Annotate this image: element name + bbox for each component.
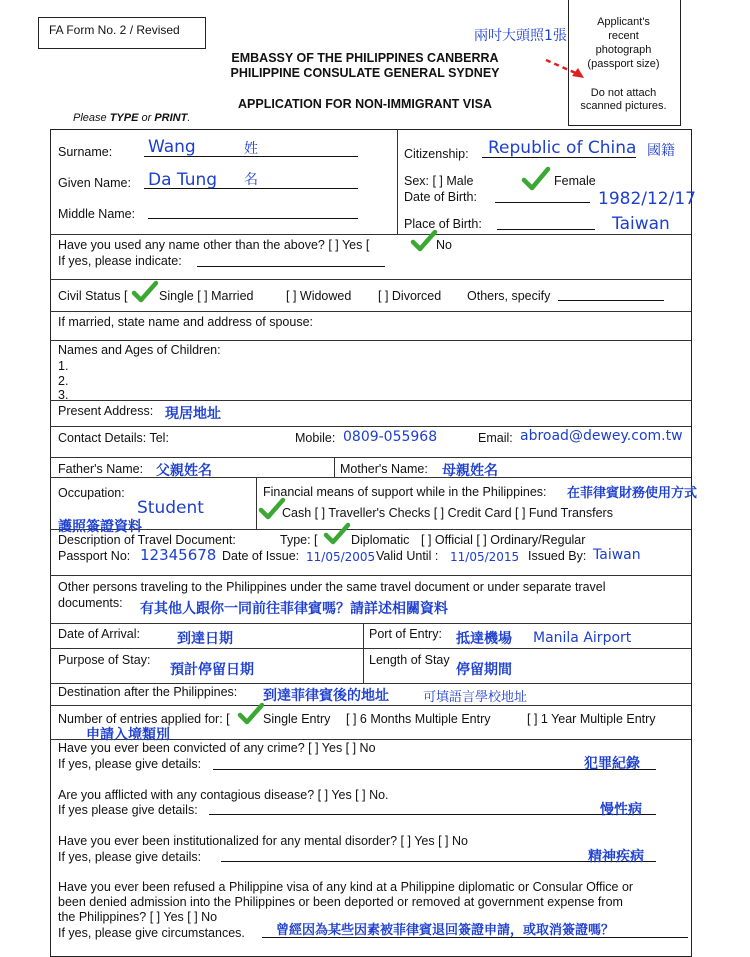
- given-name-note: 名: [244, 172, 258, 188]
- sex-female-label: Female: [554, 174, 596, 188]
- divider: [50, 623, 691, 624]
- civil-widowed: [ ] Widowed: [286, 289, 352, 303]
- citizenship-label: Citizenship:: [404, 147, 469, 161]
- check-icon: [323, 522, 351, 546]
- print-instruction: Please TYPE or PRINT.: [73, 112, 191, 124]
- other-name-field[interactable]: [197, 266, 385, 267]
- destination-label: Destination after the Philippines:: [58, 685, 238, 699]
- divider: [50, 683, 691, 684]
- child-row-1: 1.: [58, 359, 69, 373]
- passport-value: 12345678: [140, 546, 217, 564]
- arrival-note: 到達日期: [177, 631, 233, 647]
- length-label: Length of Stay: [369, 653, 450, 667]
- check-icon: [521, 166, 551, 192]
- entries-six-months: [ ] 6 Months Multiple Entry: [346, 712, 491, 726]
- other-name-question: Have you used any name other than the above? [ ] Yes [: [58, 238, 370, 252]
- citizenship-value: Republic of China: [488, 138, 637, 158]
- address-note: 現居地址: [165, 406, 221, 422]
- mental-question: Have you ever been institutionalized for any mental disorder? [ ] Yes [ ] No: [58, 834, 468, 848]
- form-number: FA Form No. 2 / Revised: [49, 23, 180, 37]
- middle-name-label: Middle Name:: [58, 207, 136, 221]
- entries-one-year: [ ] 1 Year Multiple Entry: [527, 712, 656, 726]
- arrival-label: Date of Arrival:: [58, 627, 140, 641]
- divider: [363, 623, 364, 683]
- other-name-indicate: If yes, please indicate:: [58, 254, 182, 268]
- disease-details-label: If yes please give details:: [58, 803, 198, 817]
- children-label: Names and Ages of Children:: [58, 343, 221, 357]
- embassy-name: EMBASSY OF THE PHILIPPINES CANBERRA: [231, 51, 499, 65]
- father-name-note: 父親姓名: [156, 463, 212, 479]
- refused-line-2: been denied admission into the Philippines or been deported or removed at government expense from: [58, 895, 623, 909]
- pob-field[interactable]: [497, 229, 595, 230]
- issued-by-label: Issued By:: [528, 549, 587, 563]
- citizenship-note: 國籍: [647, 143, 675, 159]
- crime-details-label: If yes, please give details:: [58, 757, 202, 771]
- pob-label: Place of Birth:: [404, 217, 482, 231]
- purpose-label: Purpose of Stay:: [58, 653, 151, 667]
- form-title: APPLICATION FOR NON-IMMIGRANT VISA: [238, 97, 492, 111]
- divider: [50, 648, 691, 649]
- divider: [50, 477, 691, 478]
- dob-field[interactable]: [495, 202, 590, 203]
- valid-until-label: Valid Until :: [376, 549, 439, 563]
- companions-note: 有其他人跟你一同前往菲律賓嗎？請詳述相關資料: [140, 601, 448, 617]
- check-icon: [410, 229, 438, 253]
- length-note: 停留期間: [456, 662, 512, 678]
- refused-line-3: the Philippines? [ ] Yes [ ] No: [58, 910, 218, 924]
- arrow-icon: [544, 56, 588, 82]
- child-row-2: 2.: [58, 374, 69, 388]
- surname-label: Surname:: [58, 145, 113, 159]
- mother-name-label: Mother's Name:: [340, 462, 428, 476]
- surname-note: 姓: [244, 141, 258, 157]
- refused-line-1: Have you ever been refused a Philippine visa of any kind at a Philippine diplomatic or Consular Office or: [58, 880, 634, 894]
- financial-note: 在菲律賓財務使用方式: [567, 486, 698, 501]
- mental-details-label: If yes, please give details:: [58, 850, 202, 864]
- financial-label: Financial means of support while in the Philippines:: [263, 485, 547, 499]
- dob-label: Date of Birth:: [404, 190, 477, 204]
- port-label: Port of Entry:: [369, 627, 442, 641]
- companions-line2: documents:: [58, 596, 123, 610]
- civil-others-field[interactable]: [558, 300, 664, 301]
- travel-doc-type: Type: [: [280, 533, 318, 547]
- contact-email-value: abroad@dewey.com.tw: [520, 428, 683, 444]
- crime-note: 犯罪紀錄: [584, 756, 640, 772]
- disease-question: Are you afflicted with any contagious disease? [ ] Yes [ ] No.: [58, 788, 389, 802]
- passport-label: Passport No:: [58, 549, 131, 563]
- divider: [50, 529, 691, 530]
- issue-date-value: 11/05/2005: [306, 550, 376, 564]
- crime-question: Have you ever been convicted of any crime? [ ] Yes [ ] No: [58, 741, 376, 755]
- port-value: Manila Airport: [533, 630, 632, 646]
- photo-box-text: Applicant's recent photograph (passport size): [587, 16, 660, 70]
- valid-until-value: 11/05/2015: [450, 550, 520, 564]
- address-label: Present Address:: [58, 404, 154, 418]
- divider: [50, 457, 691, 458]
- divider: [50, 426, 691, 427]
- occupation-value: Student: [137, 498, 204, 518]
- entries-label: Number of entries applied for: [: [58, 712, 230, 726]
- refused-note: 曾經因為某些因素被菲律賓退回簽證申請，或取消簽證嗎？: [276, 923, 615, 938]
- port-note: 抵達機場: [456, 631, 512, 647]
- financial-options: Cash [ ] Traveller's Checks [ ] Credit Card [ ] Fund Transfers: [282, 506, 613, 520]
- passport-note: 護照簽證資料: [58, 519, 142, 535]
- spouse-label: If married, state name and address of spouse:: [58, 315, 313, 329]
- contact-tel-label: Contact Details: Tel:: [58, 431, 169, 445]
- pob-value: Taiwan: [612, 214, 670, 234]
- middle-name-field[interactable]: [148, 218, 358, 219]
- divider: [50, 400, 691, 401]
- civil-others: Others, specify: [467, 289, 551, 303]
- travel-doc-official: [ ] Official [ ] Ordinary/Regular: [421, 533, 586, 547]
- entries-note: 申請入境類別: [86, 727, 170, 743]
- consulate-name: PHILIPPINE CONSULATE GENERAL SYDNEY: [230, 66, 500, 80]
- companions-line1: Other persons traveling to the Philippines under the same travel document or under separate travel: [58, 580, 606, 594]
- given-name-label: Given Name:: [58, 176, 131, 190]
- photo-note: 兩吋大頭照1張: [474, 28, 567, 44]
- civil-divorced: [ ] Divorced: [378, 289, 442, 303]
- divider: [50, 705, 691, 706]
- check-icon: [237, 702, 265, 726]
- disease-note: 慢性病: [600, 802, 642, 818]
- divider: [50, 575, 691, 576]
- divider: [50, 340, 691, 341]
- destination-note: 到達菲律賓後的地址: [263, 688, 389, 704]
- purpose-note: 預計停留日期: [170, 662, 254, 678]
- mental-note: 精神疾病: [588, 849, 644, 865]
- occupation-label: Occupation:: [58, 486, 125, 500]
- father-name-label: Father's Name:: [58, 462, 144, 476]
- civil-status-label: Civil Status [: [58, 289, 128, 303]
- divider: [256, 477, 257, 529]
- divider: [397, 129, 398, 234]
- contact-mobile-value: 0809-055968: [343, 429, 438, 445]
- divider: [50, 311, 691, 312]
- contact-mobile-label: Mobile:: [295, 431, 336, 445]
- photo-warning: Do not attach scanned pictures.: [580, 87, 667, 112]
- disease-details-field[interactable]: [209, 814, 656, 815]
- travel-doc-diplomatic: Diplomatic: [351, 533, 410, 547]
- issue-date-label: Date of Issue:: [222, 549, 300, 563]
- destination-note-2: 可填語言學校地址: [423, 690, 528, 705]
- sex-label: Sex: [ ] Male: [404, 174, 474, 188]
- refused-line-4: If yes, please give circumstances.: [58, 926, 245, 940]
- entries-single: Single Entry: [263, 712, 331, 726]
- child-row-3: 3.: [58, 388, 69, 402]
- contact-email-label: Email:: [478, 431, 513, 445]
- divider: [50, 234, 691, 235]
- civil-single: Single [ ] Married: [159, 289, 254, 303]
- travel-doc-label: Description of Travel Document:: [58, 533, 236, 547]
- given-name-value: Da Tung: [148, 170, 218, 190]
- divider: [334, 457, 335, 477]
- surname-value: Wang: [148, 137, 196, 157]
- other-name-no: No: [436, 238, 452, 252]
- mother-name-note: 母親姓名: [442, 463, 498, 479]
- dob-value: 1982/12/17: [598, 189, 696, 209]
- check-icon: [131, 280, 159, 304]
- issued-by-value: Taiwan: [593, 547, 641, 563]
